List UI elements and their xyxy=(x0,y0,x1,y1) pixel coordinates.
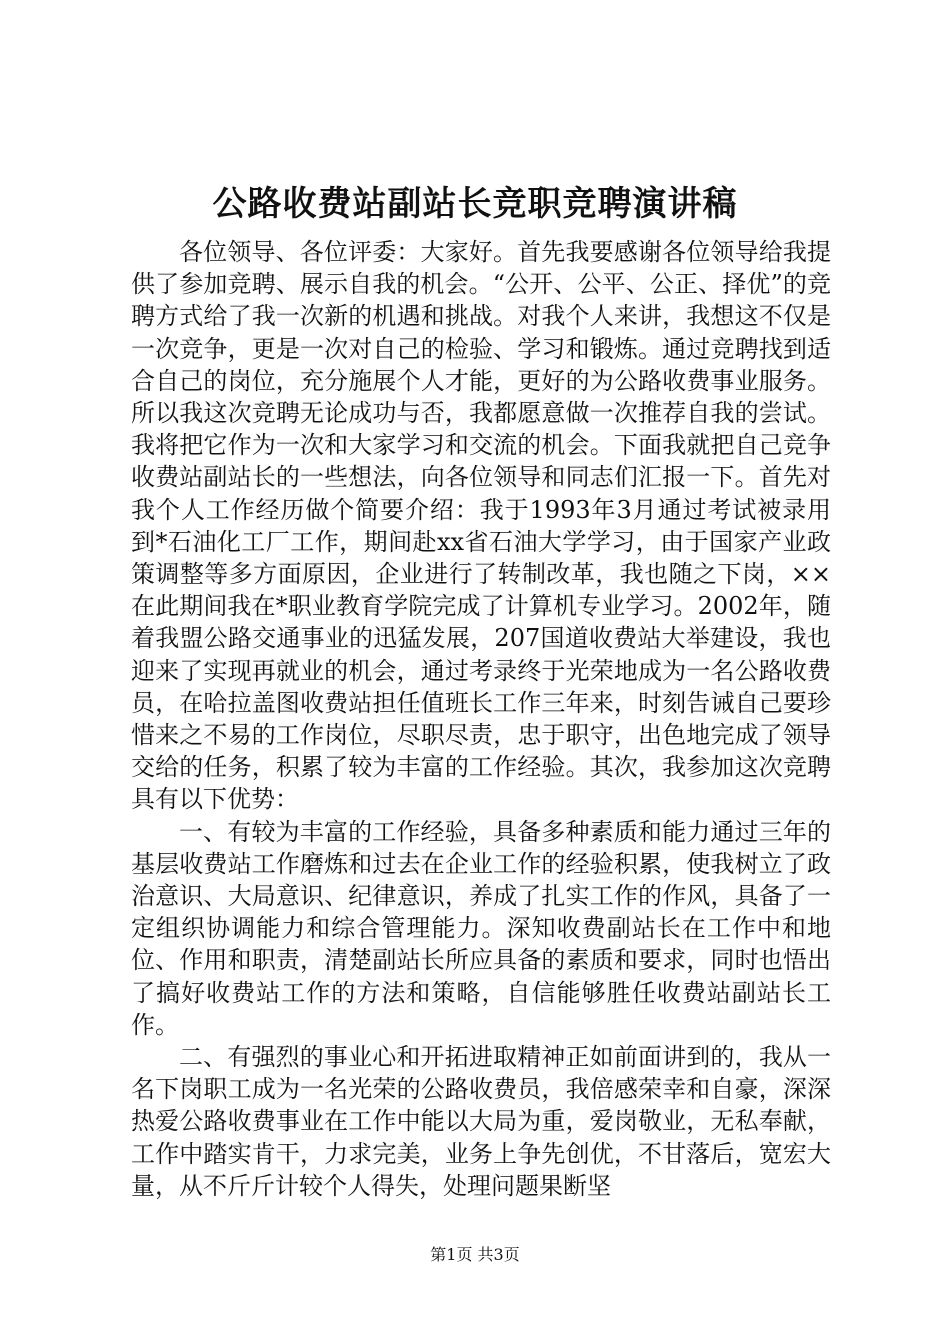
paragraph-advantage-2: 二、有强烈的事业心和开拓进取精神正如前面讲到的，我从一名下岗职工成为一名光荣的公路收费员，我倍感荣幸和自豪，深深热爱公路收费事业在工作中能以大局为重，爱岗敬业，无私奉献，工作中踏实肯干，力求完美，业务上争先创优，不甘落后，宽宏大量，从不斤斤计较个人得失，处理问题果断坚 xyxy=(131,1043,831,1200)
paragraph-advantage-1: 一、有较为丰富的工作经验，具备多种素质和能力通过三年的基层收费站工作磨炼和过去在企业工作的经验积累，使我树立了政治意识、大局意识、纪律意识，养成了扎实工作的作风，具备了一定组织协调能力和综合管理能力。深知收费副站长在工作中和地位、作用和职责，清楚副站长所应具备的素质和要求，同时也悟出了搞好收费站工作的方法和策略，自信能够胜任收费站副站长工作。 xyxy=(131,817,831,1039)
page-number-footer: 第1页 共3页 xyxy=(430,1245,520,1264)
document-body xyxy=(131,236,831,1202)
document-title: 公路收费站副站长竞职竞聘演讲稿 xyxy=(212,184,738,224)
paragraph-intro: 各位领导、各位评委：大家好。首先我要感谢各位领导给我提供了参加竞聘、展示自我的机会。“公开、公平、公正、择优”的竞聘方式给了我一次新的机遇和挑战。对我个人来讲，我想这不仅是一次竞争，更是一次对自己的检验、学习和锻炼。通过竞聘找到适合自己的岗位，充分施展个人才能，更好的为公路收费事业服务。所以我这次竞聘无论成功与否，我都愿意做一次推荐自我的尝试。我将把它作为一次和大家学习和交流的机会。下面我就把自己竞争收费站副站长的一些想法，向各位领导和同志们汇报一下。首先对我个人工作经历做个简要介绍：我于1993年3月通过考试被录用到*石油化工厂工作，期间赴xx省石油大学学习，由于国家产业政策调整等多方面原因，企业进行了转制改革，我也随之下岗，××在此期间我在*职业教育学院完成了计算机专业学习。2002年，随着我盟公路交通事业的迅猛发展，207国道收费站大举建设，我也迎来了实现再就业的机会，通过考录终于光荣地成为一名公路收费员，在哈拉盖图收费站担任值班长工作三年来，时刻告诫自己要珍惜来之不易的工作岗位，尽职尽责，忠于职守，出色地完成了领导交给的任务，积累了较为丰富的工作经验。其次，我参加这次竞聘具有以下优势： xyxy=(131,238,831,814)
